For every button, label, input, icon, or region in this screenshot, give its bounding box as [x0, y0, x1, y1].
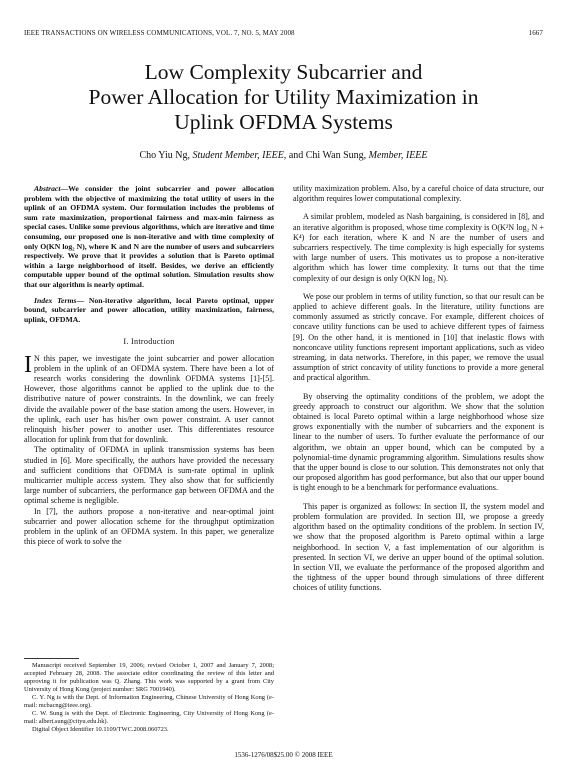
title-line-3: Uplink OFDMA Systems [174, 110, 393, 134]
footnote-doi: Digital Object Identifier 10.1109/TWC.2008.060723. [32, 726, 169, 733]
index-terms-text: — Non-iterative algorithm, local Pareto optimal, upper bound, subcarrier and power allocation, utility maximization, fairness, uplink, OFDMA. [24, 295, 274, 324]
right-paragraph-5: This paper is organized as follows: In section II, the system model and problem formulation are provided. In section III, we propose a greedy algorithm based on the optimality conditions of the problem. In section IV, we show that the proposed algorithm is Pareto optimal within a large neighborhood. In section V, a fast implementation of our algorithm is presented. In section VI, we derive an upper bound of the optimal solution. In section VII, we evaluate the performance of the proposed algorithm and the tightness of the upper bound through simulations of three different choices of utility functions. [293, 501, 544, 593]
footnote-author-1: C. Y. Ng is with the Dept. of Information Engineering, Chinese University of Hong Kong (e-mail: mcbacng@ieee.org). [24, 694, 274, 709]
section-heading-introduction: I. Introduction [123, 337, 175, 347]
footnote-author-2: C. W. Sung is with the Dept. of Electronic Engineering, City University of Hong Kong (e-mail: albert.sung@cityu.edu.hk). [24, 710, 274, 725]
left-column [24, 184, 274, 547]
author-1: Cho Yiu Ng, [139, 150, 190, 161]
right-paragraph-4: By observing the optimality conditions of the problem, we adopt the greedy approach to construct our algorithm. We show that the solution obtained is local Pareto optimal within a large neighborhood whose size grows exponentially with the number of subcarriers and the exponent is linear to the number of users. To further evaluate the performance of our algorithm, we obtain an upper bound, which can be computed by a polynomial-time dynamic programming algorithm. Simulations results show that the upper bound is close to our solution. This demonstrates not only that our proposed algorithm has good performance, but also that our upper bound is tight enough to be a benchmark for performance evaluations. [293, 391, 544, 493]
right-paragraph-3: We pose our problem in terms of utility function, so that our result can be applied to achieve different goals. In the literature, utility functions are commonly assumed as strictly concave. For example, different choices of concave utility functions can be used to achieve different types of fairness [9]. On the other hand, it is mentioned in [10] that inelastic flows with nonconcave utility functions represent important applications, such as video streaming, in data networks. Therefore, in this paper, we remove the usual assumption of strict concavity of utility functions to provide a more general and practical algorithm. [293, 291, 544, 383]
right-paragraph-1: utility maximization problem. Also, by a careful choice of data structure, our algorithm requires lower computational complexity. [293, 184, 544, 204]
footnotes [24, 658, 274, 734]
page-number: 1667 [528, 29, 543, 37]
copyright-footer: 1536-1276/08$25.00 © 2008 IEEE [234, 751, 333, 759]
intro-paragraph-1-text: N this paper, we investigate the joint subcarrier and power allocation problem in the uplink of an OFDMA system. There have been a lot of research works considering the downlink OFDMA systems [1]-[5]. However, those algorithms cannot be applied to the uplink due to the distributive nature of power constraints. In the downlink, we can freely divide the available power of the base station among the users. However, in the uplink, each user has his/her own power constraint. A user cannot relinquish his/her power to another user. This differentiates resource allocation for uplink from that for downlink. [24, 353, 274, 445]
footnote-manuscript: Manuscript received September 19, 2006; revised October 1, 2007 and January 7, 2008; accepted February 28, 2008. The associate editor coordinating the review of this letter and approving it for publication was Q. Zhang. This work was supported by a grant from City University of Hong Kong (project number: SRG 7001940). [24, 662, 274, 693]
index-terms-lead: Index Terms [34, 295, 77, 305]
footnote-rule [24, 658, 79, 659]
drop-cap: I [24, 351, 32, 378]
abstract-lead: Abstract [34, 184, 61, 193]
paper-title [24, 60, 543, 135]
intro-paragraph-2: The optimality of OFDMA in uplink transmission systems has been studied in [6]. More specifically, the authors have provided the necessary and sufficient conditions that OFDMA is sum-rate optimal in uplink multicarrier multiple access system. They also show that for sufficiently large number of subcarriers, the performance gap between OFDMA and the optimal scheme is negligible. [24, 445, 274, 506]
title-line-2: Power Allocation for Utility Maximization in [88, 85, 479, 109]
author-line [24, 150, 543, 161]
title-line-1: Low Complexity Subcarrier and [144, 60, 423, 84]
index-terms [24, 296, 274, 325]
abstract-text: —We consider the joint subcarrier and power allocation problem with the objective of maximizing the total utility of users in the uplink of an OFDMA system. Our formulation includes the problems of sum rate maximization, proportional fairness and max-min fairness as special cases. Unlike some previous algorithms, which are iterative and time consuming, our proposed one is non-iterative and with time complexity of only O(KN log₂ N), where K and N are the number of users and subcarriers respectively. We prove that it provides a solution that is Pareto optimal within a large neighborhood of itself. Besides, we derive an efficiently computable upper bound of the optimal solution. Simulation results show that our algorithm is nearly optimal. [24, 184, 274, 289]
author-1-role: Student Member, IEEE, [192, 150, 287, 161]
abstract [24, 184, 274, 290]
intro-paragraph-1 [24, 351, 274, 446]
journal-name: IEEE TRANSACTIONS ON WIRELESS COMMUNICATIONS, VOL. 7, NO. 5, MAY 2008 [24, 29, 295, 37]
author-2-role: Member, IEEE [368, 150, 428, 161]
intro-paragraph-3: In [7], the authors propose a non-iterative and near-optimal joint subcarrier and power allocation scheme for the throughput optimization problem in the uplink of an OFDMA system. In this paper, we generalize this piece of work to solve the [24, 506, 274, 547]
right-column [293, 184, 544, 602]
author-2: and Chi Wan Sung, [288, 150, 367, 161]
right-paragraph-2: A similar problem, modeled as Nash bargaining, is considered in [8], and an iterative algorithm is proposed, whose time complexity is O(K²N log₂ N + K⁴) for each iteration, where K and N are the number of users and subcarriers respectively. The time complexity is high especially for systems with large number of users. This motivates us to propose a non-iterative algorithm which has lower time complexity. It turns out that the time complexity of our design is only O(KN log₂ N). [293, 212, 544, 283]
